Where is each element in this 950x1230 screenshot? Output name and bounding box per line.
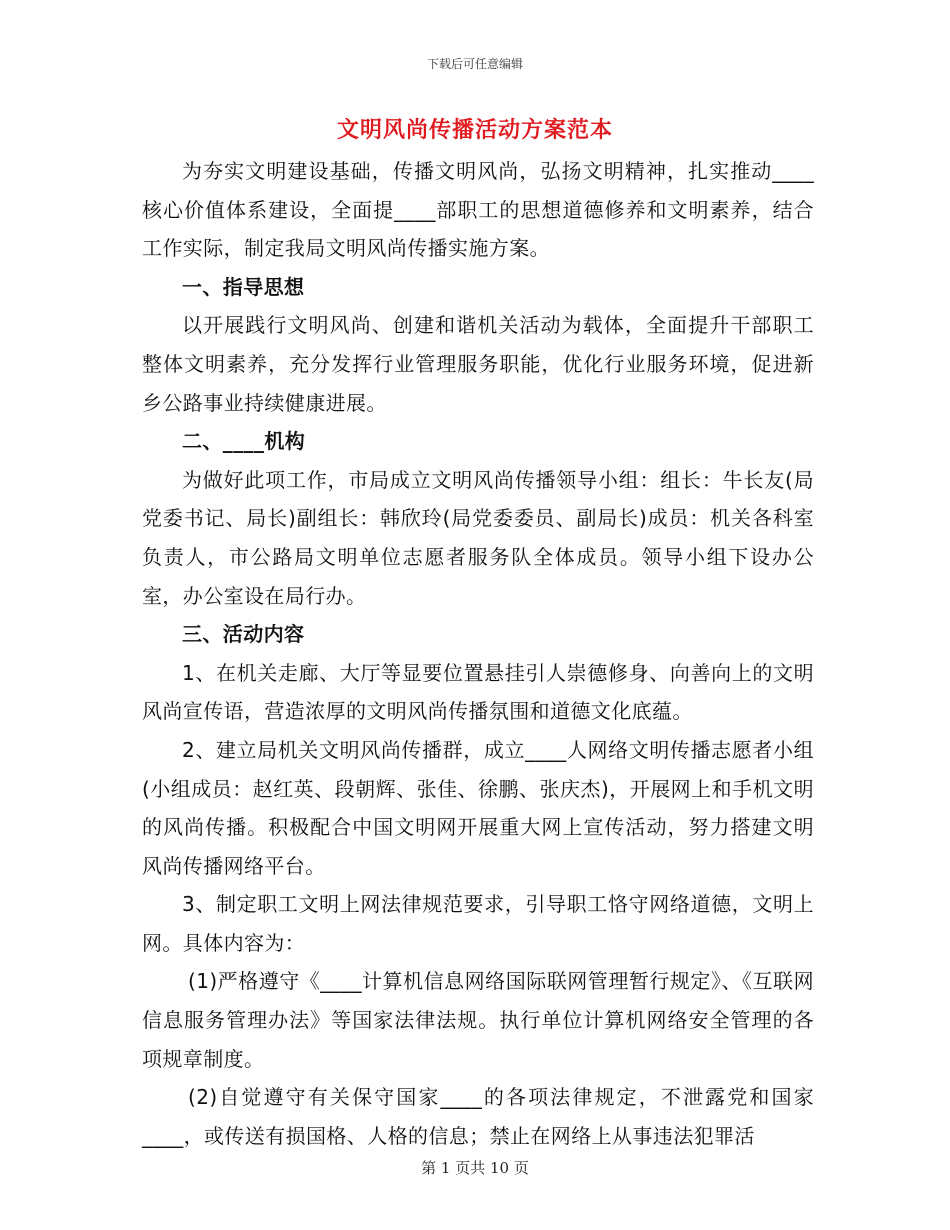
document-title: 文明风尚传播活动方案范本: [336, 117, 613, 143]
activity-item-3: 3、制定职工文明上网法律规范要求，引导职工恪守网络道德，文明上网。具体内容为：: [142, 892, 814, 955]
sub-item-2: (2)自觉遵守有关保守国家____的各项法律规定，不泄露党和国家____，或传送有损国格、人格的信息；禁止在网络上从事违法犯罪活: [142, 1085, 814, 1148]
organization-paragraph: 为做好此项工作，市局成立文明风尚传播领导小组：组长：牛长友(局党委书记、局长)副组长：韩欣玲(局党委委员、副局长)成员：机关各科室负责人，市公路局文明单位志愿者服务队全体成员。领导小组下设办公室，办公室设在局行办。: [142, 467, 814, 608]
intro-paragraph: 为夯实文明建设基础，传播文明风尚，弘扬文明精神，扎实推动____核心价值体系建设，全面提____部职工的思想道德修养和文明素养，结合工作实际，制定我局文明风尚传播实施方案。: [142, 159, 814, 261]
activity-item-2: 2、建立局机关文明风尚传播群，成立____人网络文明传播志愿者小组(小组成员：赵红英、段朝辉、张佳、徐鹏、张庆杰)，开展网上和手机文明的风尚传播。积极配合中国文明网开展重大网上宣传活动，努力搭建文明风尚传播网络平台。: [142, 737, 814, 878]
section-heading-activity-content: 三、活动内容: [182, 622, 305, 647]
activity-item-1: 1、在机关走廊、大厅等显要位置悬挂引人崇德修身、向善向上的文明风尚宣传语，营造浓厚的文明风尚传播氛围和道德文化底蕴。: [142, 660, 814, 724]
sub-item-1: (1)严格遵守《____计算机信息网络国际联网管理暂行规定》、《互联网信息服务管理办法》等国家法律法规。执行单位计算机网络安全管理的各项规章制度。: [142, 969, 814, 1071]
section-heading-guiding-thought: 一、指导思想: [182, 274, 305, 299]
page-number-footer: 第 1 页共 10 页: [421, 1159, 529, 1177]
document-body: [142, 152, 814, 1155]
section-heading-organization: 二、____机构: [182, 429, 306, 454]
header-note: 下载后可任意编辑: [426, 57, 523, 71]
guiding-thought-paragraph: 以开展践行文明风尚、创建和谐机关活动为载体，全面提升干部职工整体文明素养，充分发挥行业管理服务职能，优化行业服务环境，促进新乡公路事业持续健康进展。: [142, 313, 814, 415]
